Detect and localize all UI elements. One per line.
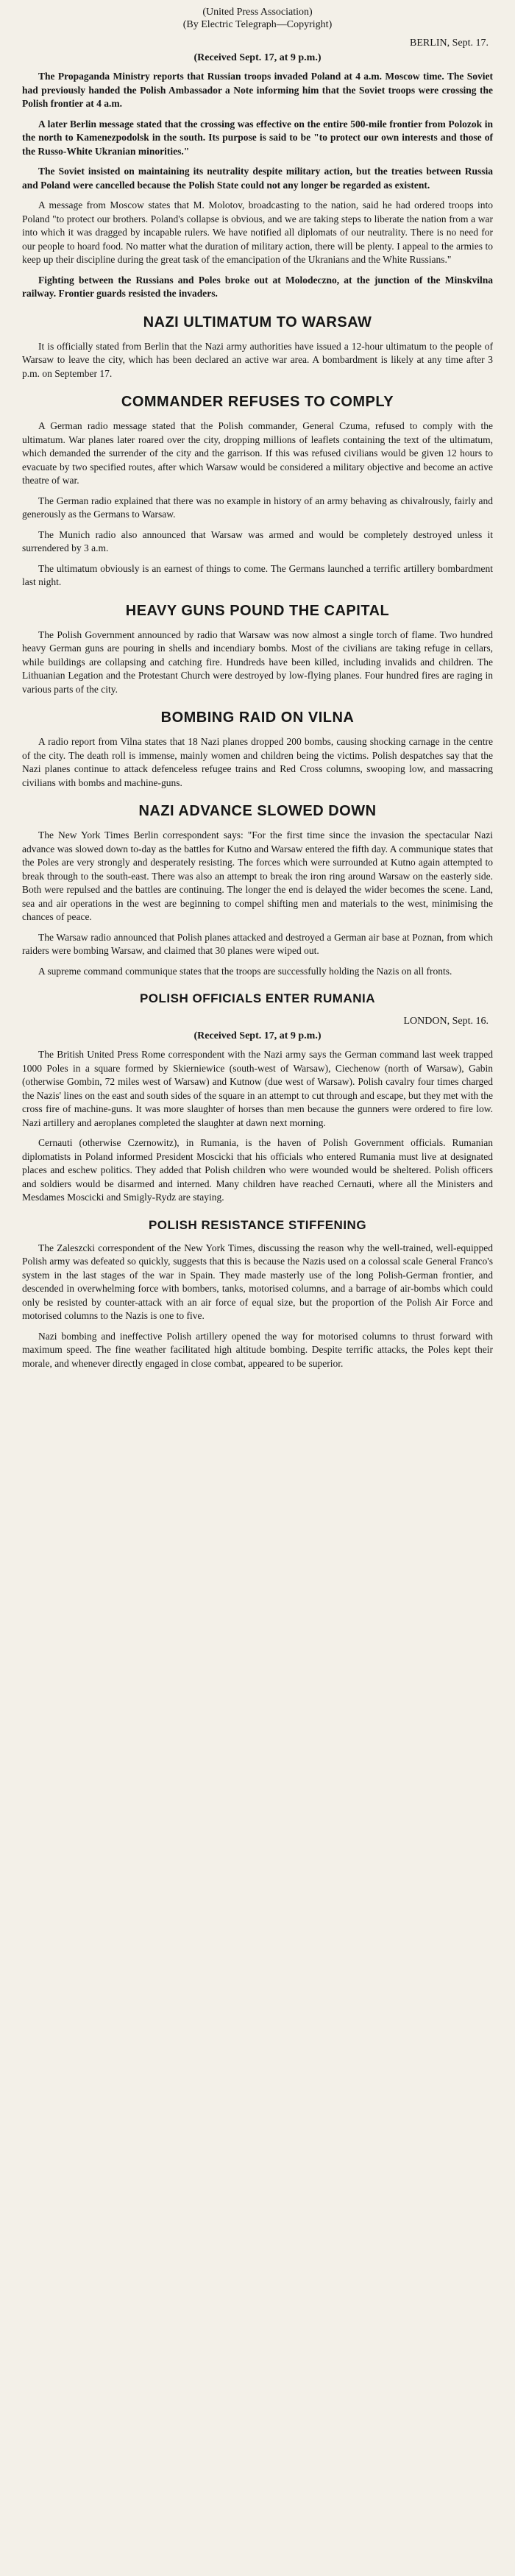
paragraph: The Polish Government announced by radio that Warsaw was now almost a single torch of flame. Two hundred heavy German guns are pouring in shells and incendiary bombs. Most of the civilians are taking refuge in cellars, while buildings are collapsing and catching fire. Hundreds have been killed, including invalids and children. The Lithuanian Legation and the Protestant Church were destroyed by low-flying planes. Four hundred fires are raging in various parts of the city. [22, 629, 493, 695]
dateline: LONDON, Sept. 16. [403, 1016, 489, 1027]
paragraph: A radio report from Vilna states that 18 Nazi planes dropped 200 bombs, causing shocking carnage in the centre of the city. The death roll is immense, mainly women and children being the victims. Polish despatches say that the Nazi planes continue to attack defenceless refugee trains and Red Cross columns, swooping low, and massacring civilians with bombs and machine-guns. [22, 736, 493, 788]
received-line: (Received Sept. 17, at 9 p.m.) [193, 1030, 322, 1041]
section-heading: NAZI ULTIMATUM TO WARSAW [143, 314, 372, 330]
paragraph: A German radio message stated that the Polish commander, General Czuma, refused to comply with the ultimatum. War planes later roared over the city, dropping millions of leaflets containing the text of the ultimatum, which demanded the surrender of the city and the garrison. If this was refused civilians would be given 12 hours to evacuate by two specified routes, after which Warsaw would be considered a military objective and become an active theatre of war. [22, 420, 493, 486]
paragraph: The German radio explained that there was no example in history of an army behaving as chivalrously, fairly and generously as the Germans to Warsaw. [22, 495, 493, 520]
paragraph: A supreme command communique states that the troops are successfully holding the Nazis on all fronts. [38, 965, 452, 977]
section-heading: HEAVY GUNS POUND THE CAPITAL [125, 602, 390, 619]
section-heading: POLISH OFFICIALS ENTER RUMANIA [139, 991, 376, 1005]
paragraph: The Munich radio also announced that Warsaw was armed and would be completely destroyed unless it surrendered by 3 a.m. [22, 528, 493, 553]
received-line: (Received Sept. 17, at 9 p.m.) [193, 52, 322, 63]
paragraph: Cernauti (otherwise Czernowitz), in Rumania, is the haven of Polish Government officials. Rumanian diplomatists in Poland informed President Moscicki that his officials who entered Rumania must live at designated places and eschew politics. They added that Polish children who were wounded would be sheltered. Polish officers and soldiers would be disarmed and interned. Many children have reached Cernauti, where all the Ministers and Mesdames Moscicki and Smigly-Rydz are staying. [22, 1137, 493, 1203]
paragraph: The Propaganda Ministry reports that Russian troops invaded Poland at 4 a.m. Moscow time. The Soviet had previously handed the Polish Ambassador a Note informing him that the Soviet troops were crossing the Polish frontier at 4 a.m. [22, 71, 493, 109]
section-heading: BOMBING RAID ON VILNA [160, 710, 355, 726]
paragraph: Fighting between the Russians and Poles broke out at Molodeczno, at the junction of the Minskvilna railway. Frontier guards resisted the invaders. [22, 274, 493, 299]
section-heading: COMMANDER REFUSES TO COMPLY [121, 394, 394, 410]
wire-service-credit [22, 6, 493, 31]
paragraph: The Warsaw radio announced that Polish planes attacked and destroyed a German air base at Poznan, from which raiders were bombing Warsaw, and claimed that 30 planes were wiped out. [22, 931, 493, 956]
news-article [22, 0, 493, 1370]
paragraph: The British United Press Rome correspondent with the Nazi army says the German command last week trapped 1000 Poles in a square formed by Skierniewice (south-west of Warsaw), Ciechenow (north of Warsaw), Gabin (otherwise Gombin, 72 miles west of Warsaw) and Kutnow (due west of Warsaw). Polish cavalry four times charged the Nazis' lines on the east and south sides of the square in an attempt to cut through and escape, but they met with the cross fire of machine-guns. It was more slaughter of horses than men because the gunners were ordered to fire low. Nazi artillery and aeroplanes completed the slaughter at dawn next morning. [22, 1049, 493, 1128]
source-line: (United Press Association) [202, 7, 313, 18]
paragraph: The New York Times Berlin correspondent says: "For the first time since the invasion the spectacular Nazi advance was slowed down to-day as the battles for Kutno and Warsaw entered the fifth day. A communique states that the Poles are very strongly and desperately resisting. The forces which were surrounded at Kutno again attempted to break through to the south-east. There was also an attempt to break the iron ring around Warsaw on the easterly side. Both were repulsed and the battles are continuing. The longer the end is delayed the wider becomes the scene. Land, sea and air operations in the west are beginning to compel shifting men and materials to the west, minimising the chances of peace. [22, 829, 493, 922]
dateline: BERLIN, Sept. 17. [410, 38, 489, 49]
paragraph: The Soviet insisted on maintaining its neutrality despite military action, but the treaties between Russia and Poland were cancelled because the Polish State could not any longer be regarded as existent. [22, 166, 493, 191]
paragraph: A message from Moscow states that M. Molotov, broadcasting to the nation, said he had ordered troops into Poland "to protect our brothers. Poland's collapse is obvious, and we are taking steps to liberate the nation from a war into which it was dragged by incapable rulers. We have notified all diplomats of our neutrality. There is no need for our people to hoard food. No matter what the duration of military action, there will be plenty. I appeal to the armies to keep up their discipline during the great task of the emancipation of the Ukranians and the White Russians." [22, 199, 493, 265]
paragraph: The ultimatum obviously is an earnest of things to come. The Germans launched a terrific artillery bombardment last night. [22, 562, 493, 587]
paragraph: It is officially stated from Berlin that the Nazi army authorities have issued a 12-hour ultimatum to the people of Warsaw to leave the city, which has been declared an active war area. A bombardment is likely at any time after 3 p.m. on September 17. [22, 340, 493, 379]
paragraph: The Zaleszcki correspondent of the New York Times, discussing the reason why the well-trained, well-equipped Polish army was defeated so quickly, suggests that this is because the Nazis used on a colossal scale General Franco's system in the last stages of the war in Spain. They made masterly use of the long Polish-German frontier, and descended in overwhelming force with bombers, tanks, motorised columns, and a barrage of air-bombs which could only be resisted by counter-attack with an air force of equal size, but the proportion of the Polish Air Force and motorised columns to the Nazis is one to five. [22, 1242, 493, 1321]
paragraph: Nazi bombing and ineffective Polish artillery opened the way for motorised columns to thrust forward with maximum speed. The fine weather facilitated high altitude bombing. Despite terrific attacks, the Poles kept their morale, and whenever directly engaged in close combat, appeared to be superior. [22, 1330, 493, 1369]
credit-line: (By Electric Telegraph—Copyright) [182, 19, 333, 30]
section-heading: POLISH RESISTANCE STIFFENING [148, 1217, 367, 1232]
paragraph: A later Berlin message stated that the crossing was effective on the entire 500-mile frontier from Polozok in the north to Kamenezpodolsk in the south. Its purpose is said to be "to protect our own interests and those of the Russo-White Ukranian minorities." [22, 118, 493, 157]
section-heading: NAZI ADVANCE SLOWED DOWN [138, 803, 377, 819]
